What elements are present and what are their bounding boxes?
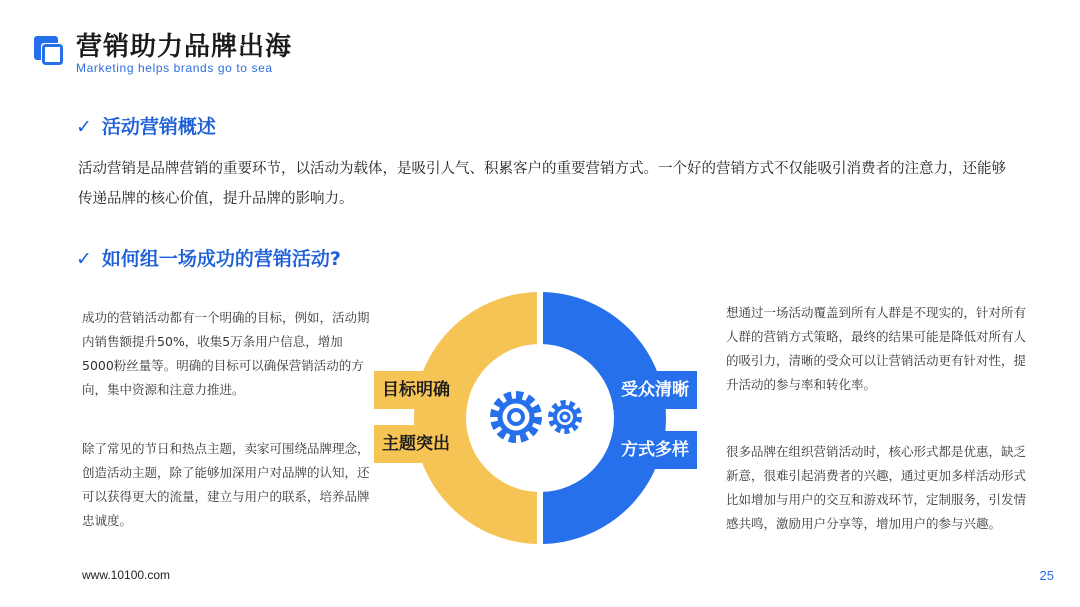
text-theme: 除了常见的节日和热点主题，卖家可围绕品牌理念，创造活动主题，除了能够加深用户对品牌的认知，还可以获得更大的流量，建立与用户的联系，培养品牌忠诚度。 [82,441,370,528]
text-goal: 成功的营销活动都有一个明确的目标，例如，活动期内销售额提升50%，收集5万条用户信息，增加5000粉丝量等。明确的目标可以确保营销活动的方向，集中资源和注意力推进。 [82,310,370,397]
text-audience: 想通过一场活动覆盖到所有人群是不现实的，针对所有人群的营销方式策略，最终的结果可能是降低对所有人的吸引力，清晰的受众可以让营销活动更有针对性，提升活动的参与率和转化率。 [726,305,1027,392]
section-heading-text: 活动营销概述 [101,116,216,138]
section-heading-text: 如何组一场成功的营销活动? [101,248,341,270]
label-theme: 主题突出 [374,425,458,463]
section-heading-overview [76,112,216,139]
label-audience: 受众清晰 [613,371,697,409]
logo-icon [34,36,64,66]
text-format: 很多品牌在组织营销活动时，核心形式都是优惠，缺乏新意，很难引起消费者的兴趣，通过更加多样活动形式比如增加与用户的交互和游戏环节，定制服务，引发情感共鸣，激励用户分享等，增加用户的参与兴趣。 [726,444,1027,531]
section-heading-howto [76,244,341,271]
check-icon: ✓ [76,116,92,138]
label-goal: 目标明确 [374,371,458,409]
label-format: 方式多样 [613,431,697,469]
check-icon: ✓ [76,248,92,270]
footer-url: www.10100.com [82,568,171,582]
page-subtitle: Marketing helps brands go to sea [76,61,273,75]
page-number: 25 [1039,568,1054,583]
ring-right-half [540,292,666,544]
ring-diagram [400,290,680,545]
overview-paragraph: 活动营销是品牌营销的重要环节，以活动为载体，是吸引人气、积累客户的重要营销方式。一个好的营销方式不仅能吸引消费者的注意力，还能够传递品牌的核心价值，提升品牌的影响力。 [78,161,1006,207]
gears-icon [494,395,579,439]
page-title: 营销助力品牌出海 [76,32,293,62]
